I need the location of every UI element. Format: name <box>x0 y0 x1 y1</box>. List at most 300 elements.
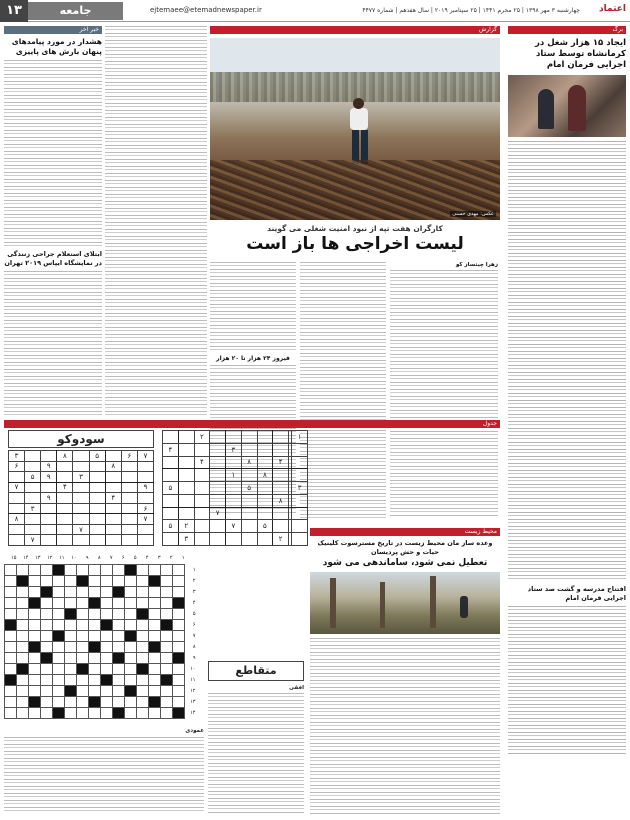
crossword-cell[interactable] <box>17 608 29 619</box>
crossword-cell[interactable] <box>65 663 77 674</box>
crossword-cell[interactable] <box>149 597 161 608</box>
sudoku-cell[interactable] <box>292 507 308 520</box>
crossword-cell[interactable] <box>161 564 173 575</box>
sudoku-cell[interactable] <box>257 482 273 495</box>
sudoku-cell[interactable] <box>226 533 242 546</box>
sudoku-cell[interactable]: ۹ <box>41 461 57 472</box>
sudoku-cell[interactable] <box>25 493 41 504</box>
crossword-cell[interactable] <box>41 575 53 586</box>
crossword-cell[interactable] <box>65 619 77 630</box>
sudoku-cell[interactable] <box>137 472 153 483</box>
crossword-cell[interactable] <box>101 586 113 597</box>
sudoku-cell[interactable]: ۷ <box>9 482 25 493</box>
crossword-cell[interactable] <box>149 685 161 696</box>
crossword-cell[interactable] <box>29 575 41 586</box>
sudoku-cell[interactable] <box>210 469 226 482</box>
crossword-cell[interactable] <box>101 707 113 718</box>
sudoku-cell[interactable] <box>73 461 89 472</box>
crossword-cell[interactable] <box>5 630 17 641</box>
sudoku-cell[interactable] <box>257 507 273 520</box>
sudoku-cell[interactable] <box>292 520 308 533</box>
crossword-cell[interactable] <box>149 674 161 685</box>
sudoku-cell[interactable] <box>210 520 226 533</box>
sudoku-cell[interactable] <box>292 456 308 469</box>
crossword-cell[interactable] <box>125 608 137 619</box>
sudoku-cell[interactable]: ۵ <box>163 482 179 495</box>
crossword-cell[interactable] <box>125 652 137 663</box>
crossword-cell[interactable] <box>77 619 89 630</box>
crossword-cell[interactable] <box>125 575 137 586</box>
sudoku-cell[interactable] <box>226 456 242 469</box>
sudoku-cell[interactable] <box>194 443 210 456</box>
sudoku-cell[interactable] <box>288 520 291 533</box>
crossword-cell[interactable] <box>53 575 65 586</box>
sudoku-cell[interactable] <box>273 443 289 456</box>
sudoku-cell[interactable] <box>89 535 105 546</box>
crossword-cell[interactable] <box>53 586 65 597</box>
sudoku-cell[interactable]: ۴ <box>194 456 210 469</box>
crossword-cell[interactable] <box>29 608 41 619</box>
sudoku-cell[interactable]: ۳ <box>73 472 89 483</box>
crossword-cell[interactable] <box>149 619 161 630</box>
sudoku-cell[interactable] <box>194 507 210 520</box>
sudoku-cell[interactable]: ۳ <box>292 482 308 495</box>
sudoku-cell[interactable]: ۱ <box>226 469 242 482</box>
crossword-cell[interactable] <box>161 652 173 663</box>
sudoku-cell[interactable]: ۴ <box>57 482 73 493</box>
crossword-cell[interactable] <box>137 630 149 641</box>
crossword-cell[interactable] <box>41 597 53 608</box>
sudoku-cell[interactable]: ۴ <box>163 443 179 456</box>
crossword-cell[interactable] <box>17 619 29 630</box>
crossword-cell[interactable] <box>137 641 149 652</box>
crossword-cell[interactable] <box>89 608 101 619</box>
crossword-cell[interactable] <box>41 663 53 674</box>
sudoku-cell[interactable] <box>9 524 25 535</box>
sudoku-cell[interactable] <box>57 461 73 472</box>
sudoku-cell[interactable]: ۹ <box>41 493 57 504</box>
sudoku-cell[interactable] <box>137 535 153 546</box>
crossword-grid[interactable] <box>4 553 196 719</box>
sudoku-cell[interactable] <box>178 431 194 444</box>
crossword-cell[interactable] <box>65 564 77 575</box>
sudoku-cell[interactable] <box>257 456 273 469</box>
crossword-cell[interactable] <box>89 630 101 641</box>
sudoku-cell[interactable] <box>137 461 153 472</box>
sudoku-cell[interactable] <box>178 494 194 507</box>
sudoku-cell[interactable] <box>25 514 41 525</box>
sudoku-cell[interactable] <box>41 503 57 514</box>
sudoku-cell[interactable] <box>210 494 226 507</box>
sudoku-cell[interactable] <box>73 482 89 493</box>
sudoku-cell[interactable] <box>89 514 105 525</box>
crossword-cell[interactable] <box>161 663 173 674</box>
sudoku-cell[interactable] <box>273 482 289 495</box>
sudoku-cell[interactable] <box>292 469 308 482</box>
crossword-cell[interactable] <box>101 597 113 608</box>
sudoku-cell[interactable] <box>257 533 273 546</box>
sudoku-cell[interactable] <box>194 494 210 507</box>
crossword-cell[interactable] <box>101 663 113 674</box>
sudoku-cell[interactable]: ۷ <box>25 535 41 546</box>
sudoku-cell[interactable] <box>194 520 210 533</box>
sudoku-cell[interactable] <box>292 494 308 507</box>
crossword-cell[interactable] <box>65 630 77 641</box>
sudoku-cell[interactable] <box>137 493 153 504</box>
sudoku-cell[interactable]: ۷ <box>210 507 226 520</box>
crossword-cell[interactable] <box>29 663 41 674</box>
sudoku-cell[interactable] <box>41 514 57 525</box>
sudoku-cell[interactable] <box>41 524 57 535</box>
sudoku-cell[interactable] <box>73 535 89 546</box>
crossword-cell[interactable] <box>101 696 113 707</box>
sudoku-cell[interactable] <box>288 482 291 495</box>
sudoku-cell[interactable]: ۵ <box>163 520 179 533</box>
sudoku-cell[interactable]: ۵ <box>257 520 273 533</box>
sudoku-cell[interactable]: ۲ <box>194 431 210 444</box>
sudoku-cell[interactable]: ۷ <box>226 520 242 533</box>
sudoku-cell[interactable]: ۹ <box>137 482 153 493</box>
sudoku-cell[interactable]: ۷ <box>73 524 89 535</box>
crossword-cell[interactable] <box>17 586 29 597</box>
sudoku-cell[interactable] <box>137 524 153 535</box>
crossword-cell[interactable] <box>77 652 89 663</box>
crossword-cell[interactable] <box>29 674 41 685</box>
crossword-cell[interactable] <box>173 619 185 630</box>
crossword-cell[interactable] <box>41 608 53 619</box>
sudoku-cell[interactable] <box>25 451 41 462</box>
crossword-cell[interactable] <box>5 641 17 652</box>
sudoku-cell[interactable] <box>178 456 194 469</box>
sudoku-cell[interactable] <box>288 507 291 520</box>
sudoku-cell[interactable] <box>178 443 194 456</box>
crossword-cell[interactable] <box>173 608 185 619</box>
sudoku-cell[interactable] <box>273 520 289 533</box>
sudoku-cell[interactable] <box>73 493 89 504</box>
sudoku-cell[interactable] <box>292 443 308 456</box>
crossword-cell[interactable] <box>17 641 29 652</box>
crossword-cell[interactable] <box>113 696 125 707</box>
crossword-cell[interactable] <box>113 564 125 575</box>
sudoku-cell[interactable] <box>89 524 105 535</box>
sudoku-cell[interactable] <box>178 469 194 482</box>
crossword-cell[interactable] <box>5 685 17 696</box>
crossword-cell[interactable] <box>137 707 149 718</box>
sudoku-cell[interactable] <box>121 493 137 504</box>
crossword-cell[interactable] <box>137 597 149 608</box>
crossword-cell[interactable] <box>149 707 161 718</box>
sudoku-cell[interactable] <box>257 494 273 507</box>
sudoku-cell[interactable] <box>9 493 25 504</box>
crossword-cell[interactable] <box>161 707 173 718</box>
crossword-cell[interactable] <box>5 696 17 707</box>
sudoku-cell[interactable] <box>194 533 210 546</box>
sudoku-cell[interactable] <box>9 472 25 483</box>
crossword-cell[interactable] <box>137 685 149 696</box>
crossword-cell[interactable] <box>137 564 149 575</box>
sudoku-cell[interactable] <box>41 482 57 493</box>
crossword-cell[interactable] <box>53 663 65 674</box>
crossword-cell[interactable] <box>125 597 137 608</box>
crossword-cell[interactable] <box>137 696 149 707</box>
crossword-cell[interactable] <box>137 652 149 663</box>
crossword-cell[interactable] <box>89 685 101 696</box>
crossword-cell[interactable] <box>161 696 173 707</box>
sudoku-cell[interactable] <box>105 503 121 514</box>
crossword-cell[interactable] <box>149 608 161 619</box>
sudoku-cell[interactable] <box>241 520 257 533</box>
sudoku-cell[interactable] <box>105 472 121 483</box>
crossword-cell[interactable] <box>101 564 113 575</box>
crossword-cell[interactable] <box>29 652 41 663</box>
crossword-cell[interactable] <box>173 696 185 707</box>
sudoku-cell[interactable]: ۳ <box>226 443 242 456</box>
crossword-cell[interactable] <box>65 586 77 597</box>
crossword-cell[interactable] <box>125 586 137 597</box>
crossword-cell[interactable] <box>77 696 89 707</box>
crossword-cell[interactable] <box>89 575 101 586</box>
crossword-cell[interactable] <box>149 564 161 575</box>
sudoku-cell[interactable]: ۶ <box>9 461 25 472</box>
crossword-cell[interactable] <box>137 586 149 597</box>
sudoku-cell[interactable] <box>226 482 242 495</box>
sudoku-cell[interactable] <box>194 469 210 482</box>
crossword-cell[interactable] <box>89 619 101 630</box>
sudoku-cell[interactable]: ۸ <box>241 456 257 469</box>
sudoku-cell[interactable] <box>273 469 289 482</box>
sudoku-cell[interactable] <box>163 431 179 444</box>
sudoku-cell[interactable] <box>121 472 137 483</box>
crossword-cell[interactable] <box>41 674 53 685</box>
sudoku-cell[interactable] <box>241 469 257 482</box>
crossword-cell[interactable] <box>113 674 125 685</box>
crossword-cell[interactable] <box>77 707 89 718</box>
crossword-cell[interactable] <box>29 586 41 597</box>
crossword-cell[interactable] <box>161 575 173 586</box>
sudoku-cell[interactable] <box>178 482 194 495</box>
sudoku-cell[interactable] <box>73 451 89 462</box>
sudoku-cell[interactable] <box>89 461 105 472</box>
sudoku-cell[interactable] <box>273 431 289 444</box>
crossword-cell[interactable] <box>89 652 101 663</box>
sudoku-cell[interactable]: ۶ <box>137 503 153 514</box>
sudoku-cell[interactable] <box>105 535 121 546</box>
crossword-cell[interactable] <box>173 586 185 597</box>
sudoku-cell[interactable] <box>89 472 105 483</box>
sudoku-cell[interactable] <box>25 461 41 472</box>
sudoku-cell[interactable]: ۲ <box>273 533 289 546</box>
crossword-cell[interactable] <box>173 641 185 652</box>
crossword-cell[interactable] <box>161 641 173 652</box>
crossword-cell[interactable] <box>77 630 89 641</box>
sudoku-cell[interactable] <box>9 503 25 514</box>
crossword-cell[interactable] <box>173 575 185 586</box>
sudoku-cell[interactable] <box>226 431 242 444</box>
sudoku-cell[interactable] <box>121 503 137 514</box>
crossword-cell[interactable] <box>53 685 65 696</box>
crossword-cell[interactable] <box>5 652 17 663</box>
crossword-cell[interactable] <box>41 564 53 575</box>
sudoku-cell[interactable]: ۳ <box>9 451 25 462</box>
crossword-cell[interactable] <box>125 619 137 630</box>
crossword-cell[interactable] <box>29 619 41 630</box>
sudoku-cell[interactable] <box>57 535 73 546</box>
sudoku-cell[interactable] <box>89 493 105 504</box>
crossword-cell[interactable] <box>101 685 113 696</box>
sudoku-cell[interactable] <box>178 507 194 520</box>
crossword-cell[interactable] <box>5 575 17 586</box>
crossword-cell[interactable] <box>173 685 185 696</box>
crossword-cell[interactable] <box>17 685 29 696</box>
crossword-cell[interactable] <box>101 641 113 652</box>
sudoku-cell[interactable] <box>25 524 41 535</box>
sudoku-cell[interactable]: ۳ <box>178 533 194 546</box>
sudoku-cell[interactable] <box>273 507 289 520</box>
sudoku-cell[interactable]: ۸ <box>257 469 273 482</box>
sudoku-cell[interactable] <box>121 461 137 472</box>
sudoku-cell[interactable]: ۸ <box>9 514 25 525</box>
crossword-cell[interactable] <box>77 641 89 652</box>
crossword-cell[interactable] <box>41 696 53 707</box>
crossword-cell[interactable] <box>41 630 53 641</box>
sudoku-cell[interactable] <box>288 469 291 482</box>
sudoku-cell[interactable] <box>210 533 226 546</box>
crossword-cell[interactable] <box>65 696 77 707</box>
sudoku-cell[interactable] <box>57 493 73 504</box>
sudoku-cell[interactable]: ۴ <box>273 456 289 469</box>
sudoku-cell[interactable] <box>163 507 179 520</box>
sudoku-cell[interactable] <box>288 431 291 444</box>
crossword-cell[interactable] <box>161 685 173 696</box>
crossword-cell[interactable] <box>65 674 77 685</box>
crossword-cell[interactable] <box>65 641 77 652</box>
sudoku-cell[interactable] <box>210 456 226 469</box>
sudoku-cell[interactable] <box>226 494 242 507</box>
sudoku-cell[interactable] <box>241 494 257 507</box>
crossword-cell[interactable] <box>137 619 149 630</box>
sudoku-cell[interactable] <box>210 443 226 456</box>
crossword-cell[interactable] <box>149 652 161 663</box>
sudoku-cell[interactable] <box>210 482 226 495</box>
sudoku-cell[interactable]: ۹ <box>41 472 57 483</box>
crossword-cell[interactable] <box>113 685 125 696</box>
crossword-cell[interactable] <box>41 685 53 696</box>
sudoku-cell[interactable] <box>292 533 308 546</box>
crossword-cell[interactable] <box>5 597 17 608</box>
sudoku-cell[interactable]: ۷ <box>137 451 153 462</box>
crossword-cell[interactable] <box>53 597 65 608</box>
sudoku-cell[interactable] <box>89 503 105 514</box>
crossword-cell[interactable] <box>17 630 29 641</box>
sudoku-grid-2[interactable] <box>162 430 308 546</box>
crossword-cell[interactable] <box>113 663 125 674</box>
sudoku-cell[interactable] <box>105 451 121 462</box>
sudoku-cell[interactable]: ۳ <box>25 503 41 514</box>
crossword-cell[interactable] <box>101 652 113 663</box>
crossword-cell[interactable] <box>101 575 113 586</box>
sudoku-cell[interactable]: ۸ <box>105 461 121 472</box>
crossword-cell[interactable] <box>77 564 89 575</box>
crossword-cell[interactable] <box>161 586 173 597</box>
crossword-cell[interactable] <box>173 674 185 685</box>
crossword-cell[interactable] <box>137 575 149 586</box>
sudoku-cell[interactable] <box>226 507 242 520</box>
crossword-cell[interactable] <box>101 608 113 619</box>
sudoku-cell[interactable] <box>105 524 121 535</box>
crossword-cell[interactable] <box>5 663 17 674</box>
crossword-cell[interactable] <box>41 619 53 630</box>
sudoku-cell[interactable] <box>9 535 25 546</box>
sudoku-cell[interactable] <box>257 431 273 444</box>
crossword-cell[interactable] <box>41 641 53 652</box>
crossword-cell[interactable] <box>17 652 29 663</box>
sudoku-cell[interactable] <box>241 443 257 456</box>
sudoku-cell[interactable] <box>121 535 137 546</box>
sudoku-cell[interactable] <box>105 482 121 493</box>
crossword-cell[interactable] <box>77 597 89 608</box>
crossword-cell[interactable] <box>29 564 41 575</box>
sudoku-cell[interactable]: ۶ <box>121 451 137 462</box>
sudoku-cell[interactable] <box>163 469 179 482</box>
sudoku-cell[interactable] <box>73 514 89 525</box>
sudoku-cell[interactable] <box>163 456 179 469</box>
crossword-cell[interactable] <box>113 575 125 586</box>
sudoku-cell[interactable] <box>288 443 291 456</box>
crossword-cell[interactable] <box>29 685 41 696</box>
crossword-cell[interactable] <box>89 663 101 674</box>
sudoku-cell[interactable]: ۷ <box>137 514 153 525</box>
sudoku-cell[interactable]: ۵ <box>89 451 105 462</box>
sudoku-cell[interactable] <box>241 507 257 520</box>
crossword-cell[interactable] <box>173 663 185 674</box>
crossword-cell[interactable] <box>101 630 113 641</box>
sudoku-cell[interactable] <box>121 524 137 535</box>
sudoku-cell[interactable]: ۵ <box>25 472 41 483</box>
sudoku-cell[interactable] <box>257 443 273 456</box>
crossword-cell[interactable] <box>5 707 17 718</box>
crossword-cell[interactable] <box>125 674 137 685</box>
crossword-cell[interactable] <box>17 674 29 685</box>
sudoku-cell[interactable] <box>89 482 105 493</box>
crossword-cell[interactable] <box>113 597 125 608</box>
sudoku-cell[interactable] <box>241 431 257 444</box>
sudoku-cell[interactable] <box>57 503 73 514</box>
crossword-cell[interactable] <box>149 586 161 597</box>
sudoku-cell[interactable]: ۸ <box>273 494 289 507</box>
crossword-cell[interactable] <box>65 575 77 586</box>
crossword-cell[interactable] <box>65 707 77 718</box>
crossword-cell[interactable] <box>77 685 89 696</box>
crossword-cell[interactable] <box>53 696 65 707</box>
sudoku-cell[interactable] <box>241 533 257 546</box>
crossword-cell[interactable] <box>113 641 125 652</box>
crossword-cell[interactable] <box>53 652 65 663</box>
sudoku-cell[interactable] <box>163 533 179 546</box>
crossword-cell[interactable] <box>53 608 65 619</box>
crossword-cell[interactable] <box>77 608 89 619</box>
sudoku-cell[interactable] <box>25 482 41 493</box>
crossword-cell[interactable] <box>53 674 65 685</box>
crossword-cell[interactable] <box>125 641 137 652</box>
crossword-cell[interactable] <box>65 597 77 608</box>
sudoku-cell[interactable] <box>288 533 291 546</box>
crossword-cell[interactable] <box>161 608 173 619</box>
crossword-cell[interactable] <box>173 564 185 575</box>
crossword-cell[interactable] <box>17 707 29 718</box>
crossword-cell[interactable] <box>5 586 17 597</box>
sudoku-cell[interactable] <box>121 482 137 493</box>
crossword-cell[interactable] <box>77 674 89 685</box>
